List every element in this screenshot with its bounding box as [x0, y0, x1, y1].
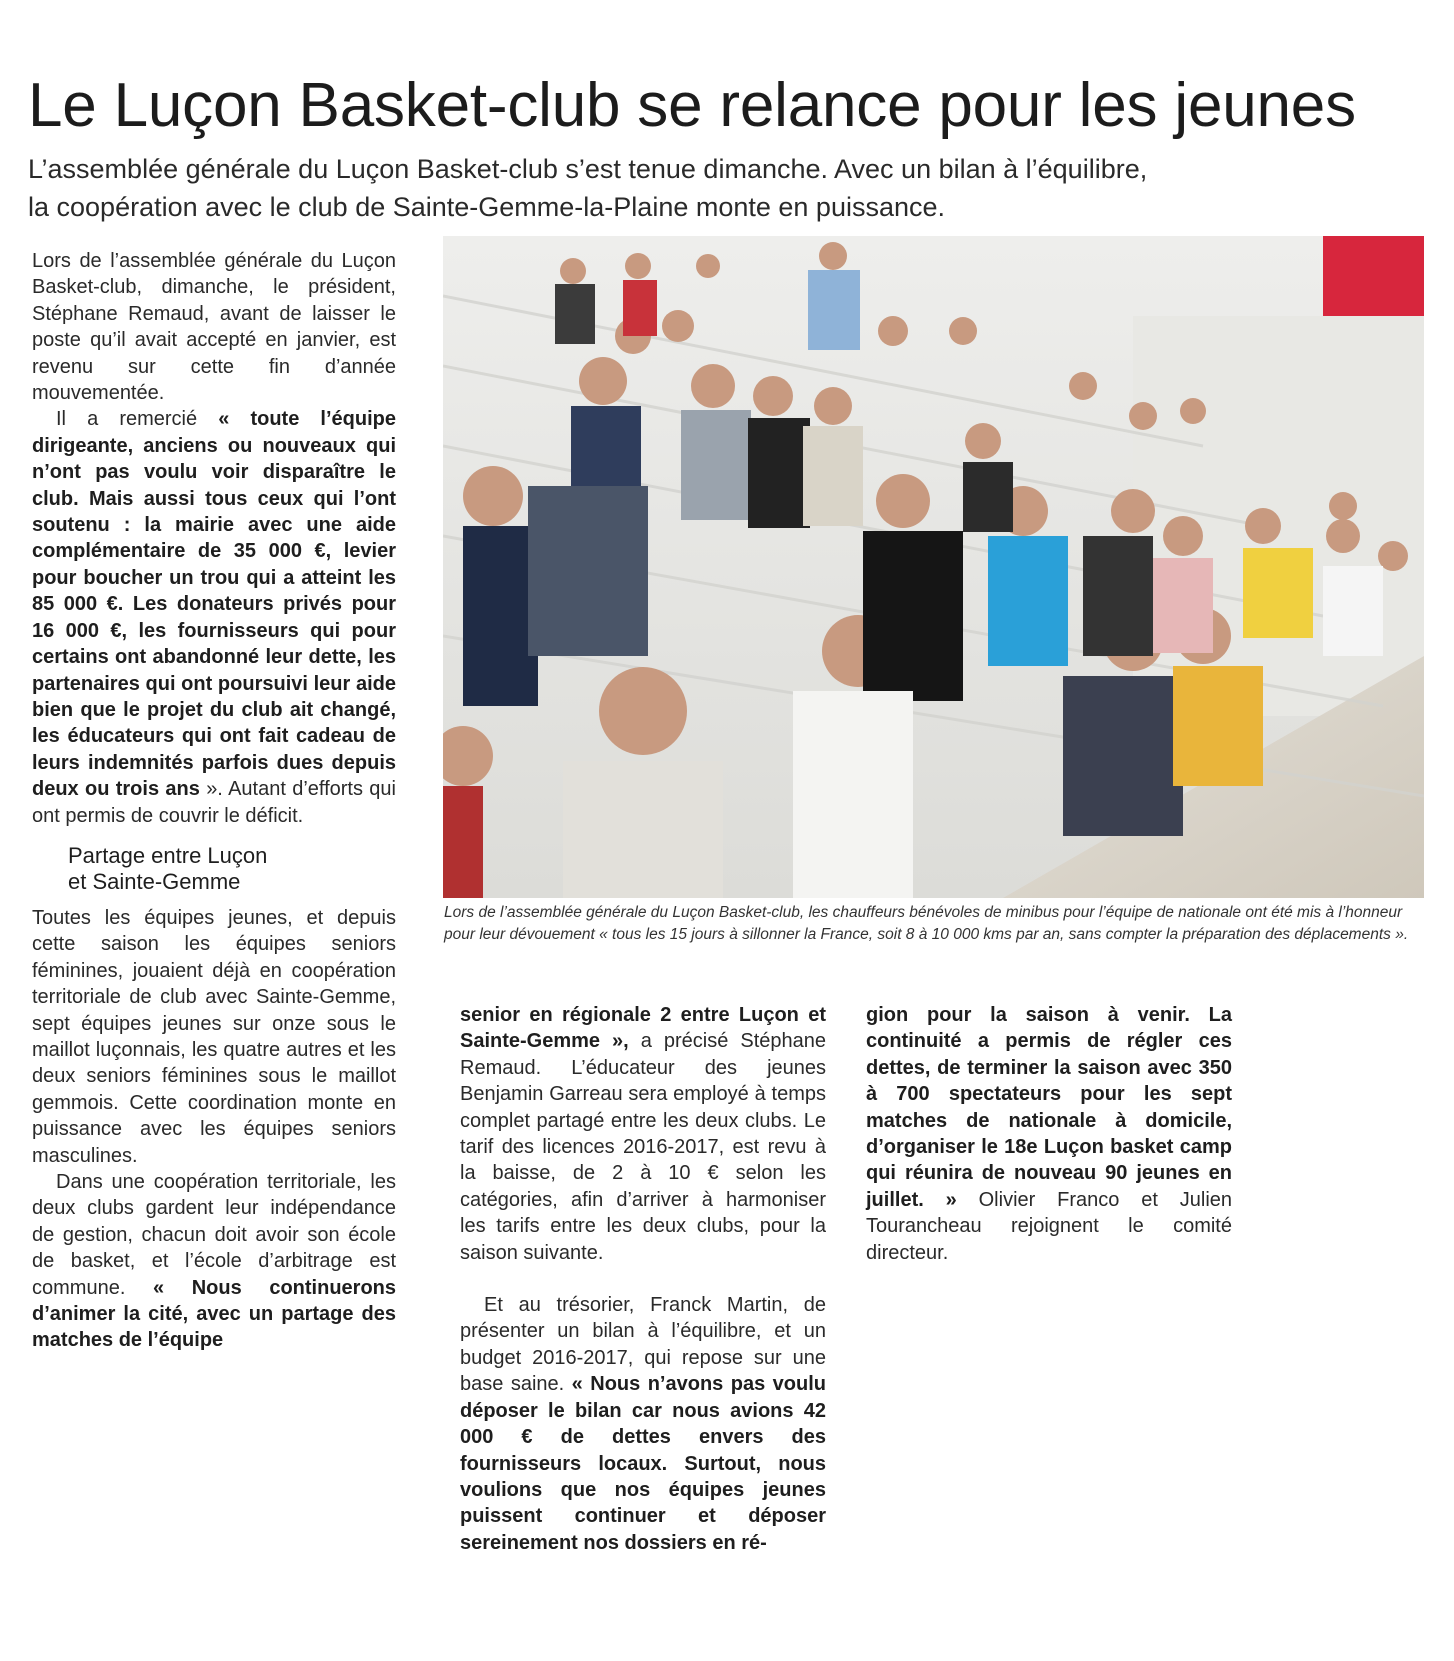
- column-1: [32, 248, 396, 1354]
- intro-paragraph: Lors de l’assemblée générale du Luçon Basket-club, dimanche, le président, Stéphane Remaud, avant de laisser le poste qu’il avait accepté en janvier, est revenu sur cette fin d’année mouvementée.: [32, 250, 396, 405]
- senior-text: a précisé Stéphane Remaud. L’éducateur des jeunes Benjamin Garreau sera employé à temps complet partagé entre les deux clubs. Le tarif des licences 2016-2017, est revu à la baisse, de 2 à 10 € selon les catégories, afin d’arriver à harmoniser les tarifs entre les deux clubs, pour la saison suivante.: [460, 1030, 826, 1264]
- cooperation-paragraph: Toutes les équipes jeunes, et depuis cette saison les équipes seniors féminines, jouaient déjà en coopération territoriale de club avec Sainte-Gemme, sept équipes jeunes sur onze sous le maillot luçonnais, les quatre autres et les deux seniors féminines sous le maillot gemmois. Cette coordination monte en puissance avec les équipes seniors masculines.: [32, 906, 396, 1167]
- thanks-tail: ». Autant d’efforts qui ont permis de couvrir le déficit.: [32, 778, 396, 827]
- subheading: [68, 843, 396, 895]
- column-2: [460, 1002, 826, 1556]
- subheading-line-2: et Sainte-Gemme: [68, 868, 241, 894]
- senior-paragraph: [460, 1002, 826, 1266]
- photo-caption: Lors de l’assemblée générale du Luçon Basket-club, les chauffeurs bénévoles de minibus pour l’équipe de nationale ont été mis à l’honneur pour leur dévouement « tous les 15 jours à sillonner la France, soit 8 à 10 000 kms par an, sans compter la préparation des déplacements ».: [444, 904, 1409, 943]
- audience-photo-illustration: [443, 236, 1424, 898]
- thanks-quote: « toute l’équipe dirigeante, anciens ou nouveaux qui n’ont pas voulu voir disparaître le club. Mais aussi tous ceux qui l’ont soutenu : la mairie avec une aide complémentaire de 35 000 €, levier pour boucher un trou qui a atteint les 85 000 €. Les donateurs privés pour 16 000 €, les fournisseurs qui pour certains ont abandonné leur dette, les partenaires qui ont poursuivi leur aide bien que le projet du club ait changé, les éducateurs qui ont fait cadeau de leurs indemnités parfois dues depuis deux ou trois ans: [32, 408, 397, 801]
- senior-quote: senior en régionale 2 entre Luçon et Sainte-Gemme »,: [460, 1004, 826, 1053]
- territorial-quote: « Nous continuerons d’animer la cité, avec un partage des matches de l’équipe: [32, 1276, 396, 1352]
- column-3: [866, 1002, 1232, 1266]
- headline: Le Luçon Basket-club se relance pour les jeunes: [28, 71, 1356, 140]
- standfirst: [28, 150, 1428, 226]
- territorial-text: Dans une coopération territoriale, les deux clubs gardent leur indépendance de gestion, chacun doit avoir son école de basket, et l’école d’arbitrage est commune.: [32, 1171, 396, 1299]
- closing-quote: gion pour la saison à venir. La continuité a permis de régler ces dettes, de terminer la saison avec 350 à 700 spectateurs pour les sept matches de nationale à domicile, d’organiser le 18e Luçon basket camp qui réunira de nouveau 90 jeunes en juillet. »: [866, 1004, 1232, 1211]
- thanks-paragraph: [32, 406, 396, 829]
- standfirst-line-2: la coopération avec le club de Sainte-Gemme-la-Plaine monte en puissance.: [28, 192, 946, 222]
- subheading-line-1: Partage entre Luçon: [68, 842, 268, 868]
- closing-paragraph: [866, 1002, 1232, 1266]
- closing-text: Olivier Franco et Julien Tourancheau rejoignent le comité directeur.: [866, 1188, 1233, 1264]
- article-photo: [443, 236, 1424, 898]
- treasurer-quote: « Nous n’avons pas voulu déposer le bilan car nous avions 42 000 € de dettes envers des fournisseurs locaux. Surtout, nous voulions que nos équipes jeunes puissent continuer et déposer sereinement nos dossiers en ré-: [460, 1373, 827, 1554]
- thanks-lead: Il a remercié: [56, 408, 198, 431]
- territorial-paragraph: [32, 1169, 396, 1354]
- standfirst-line-1: L’assemblée générale du Luçon Basket-club s’est tenue dimanche. Avec un bilan à l’équilibre,: [28, 154, 1148, 184]
- treasurer-text: Et au trésorier, Franck Martin, de présenter un bilan à l’équilibre, et un budget 2016-2017, qui repose sur une base saine.: [460, 1294, 826, 1396]
- treasurer-paragraph: [460, 1292, 826, 1556]
